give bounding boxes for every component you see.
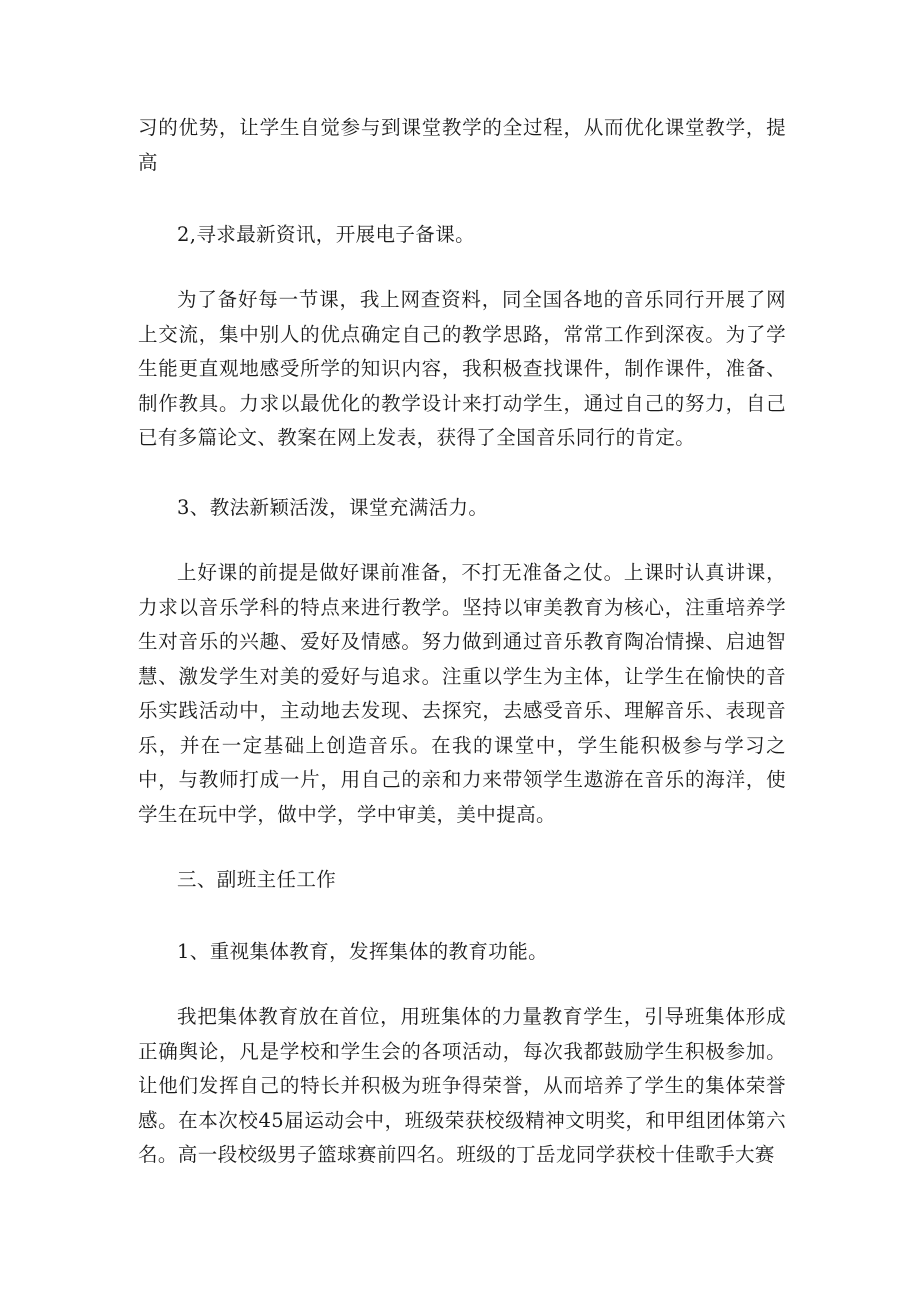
heading-collective-education: 1、重视集体教育，发挥集体的教育功能。: [177, 940, 549, 963]
paragraph-electronic-lesson-prep: 为了备好每一节课，我上网查资料，同全国各地的音乐同行开展了网上交流，集中别人的优点确定自己的教学思路，常常工作到深夜。为了学生能更直观地感受所学的知识内容，我积极查找课件，制作课件，准备、制作教具。力求以最优化的教学设计来打动学生，通过自己的努力，自己已有多篇论文、教案在网上发表，获得了全国音乐同行的肯定。: [138, 288, 786, 449]
section-heading-assistant-head-teacher: 三、副班主任工作: [177, 868, 337, 891]
heading-teaching-method: 3、教法新颖活泼，课堂充满活力。: [177, 496, 489, 519]
intro-paragraph: 习的优势，让学生自觉参与到课堂教学的全过程，从而优化课堂教学，提高: [138, 116, 786, 174]
paragraph-teaching-method: 上好课的前提是做好课前准备，不打无准备之仗。上课时认真讲课，力求以音乐学科的特点来进行教学。坚持以审美教育为核心，注重培养学生对音乐的兴趣、爱好及情感。努力做到通过音乐教育陶冶情操、启迪智慧、激发学生对美的爱好与追求。注重以学生为主体，让学生在愉快的音乐实践活动中，主动地去发现、去探究，去感受音乐、理解音乐、表现音乐，并在一定基础上创造音乐。在我的课堂中，学生能积极参与学习之中，与教师打成一片，用自己的亲和力来带领学生遨游在音乐的海洋，使学生在玩中学，做中学，学中审美，美中提高。: [138, 561, 786, 826]
heading-electronic-lesson-prep: 2,寻求最新资讯，开展电子备课。: [177, 223, 476, 246]
paragraph-collective-education: 我把集体教育放在首位，用班集体的力量教育学生，引导班集体形成正确舆论，凡是学校和学生会的各项活动，每次我都鼓励学生积极参加。让他们发挥自己的特长并积极为班争得荣誉，从而培养了学生的集体荣誉感。在本次校45届运动会中，班级荣获校级精神文明奖，和甲组团体第六名。高一段校级男子篮球赛前四名。班级的丁岳龙同学获校十佳歌手大赛: [138, 1005, 786, 1166]
